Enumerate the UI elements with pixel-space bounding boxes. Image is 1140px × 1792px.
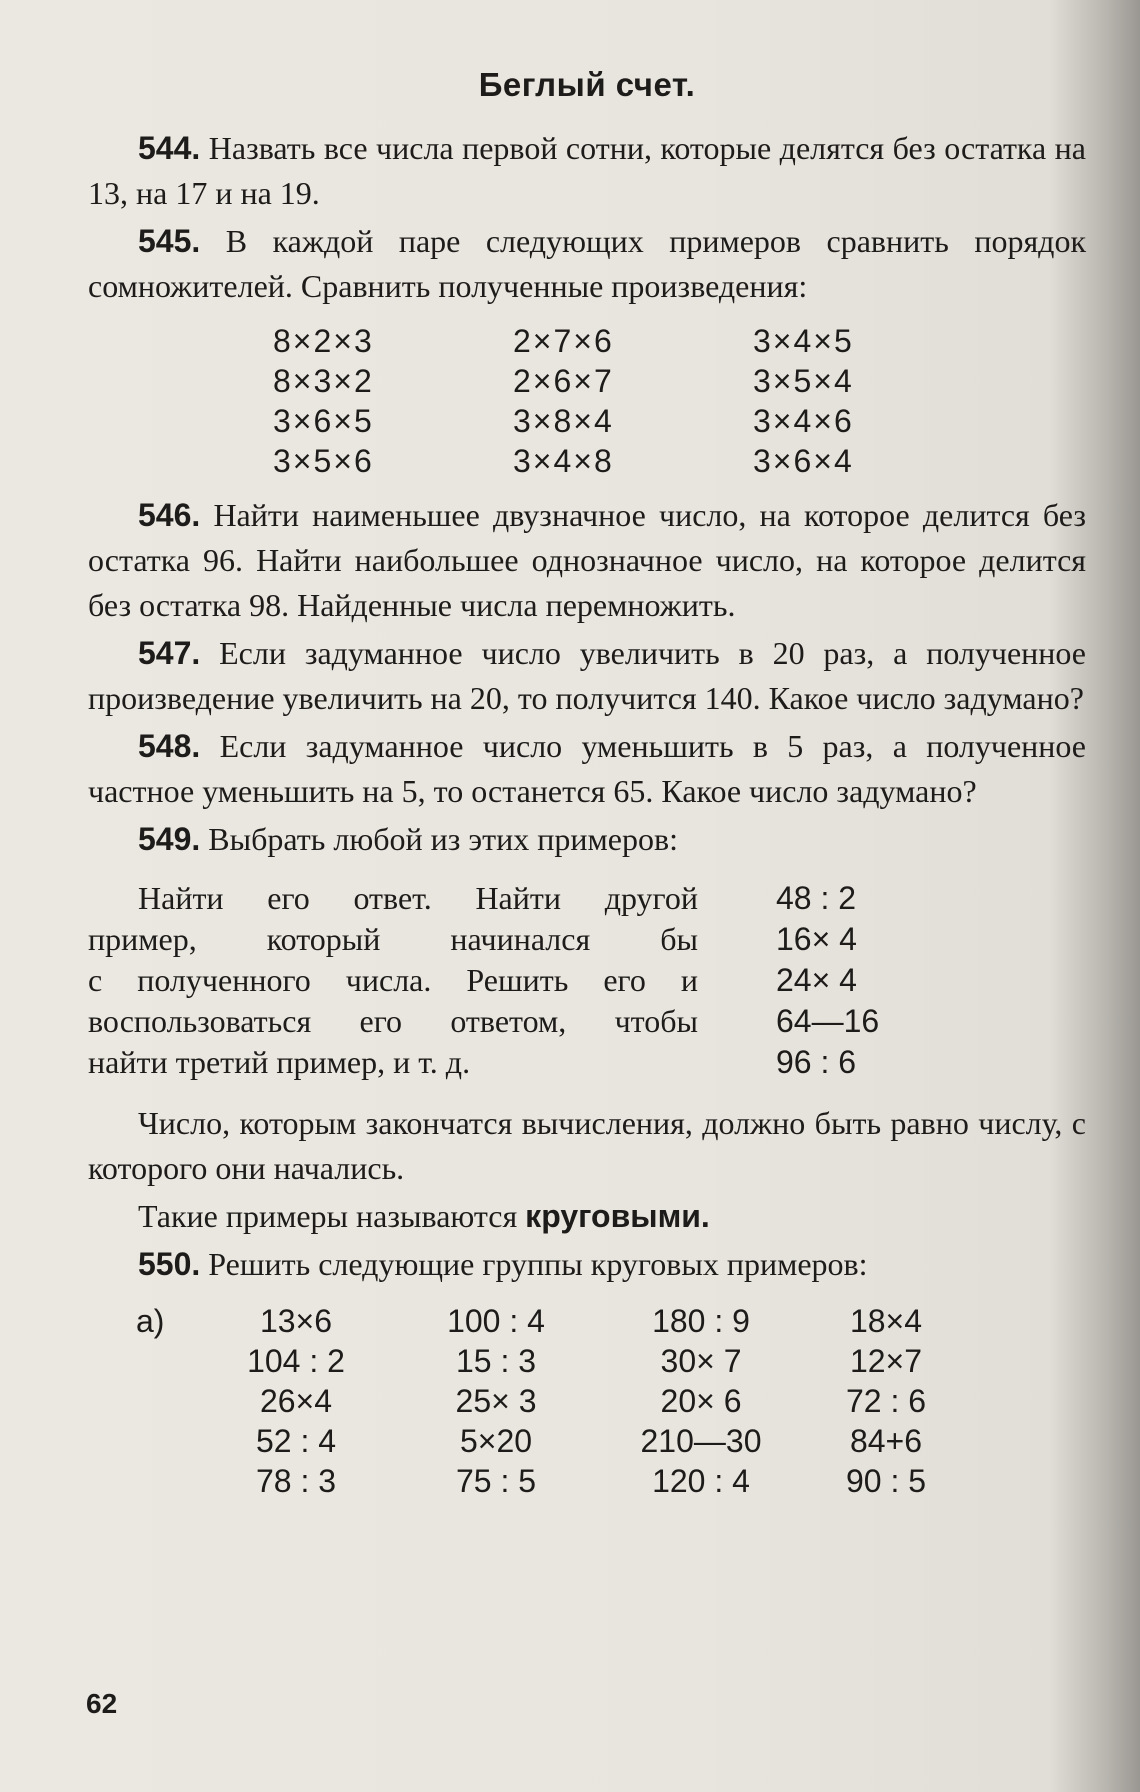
example-expression: 16× 4 (776, 921, 857, 957)
grid-cell: 2×7×6 (513, 323, 614, 359)
exercise-548 (88, 724, 1086, 814)
exercise-text: Выбрать любой из этих примеров: (200, 821, 678, 857)
grid-cell: 18×4 (849, 1303, 923, 1339)
grid-cell: 52 : 4 (255, 1423, 337, 1459)
paragraph-circular (88, 1194, 1086, 1239)
grid-cell: 15 : 3 (455, 1343, 537, 1379)
grid-cell: 210—30 (640, 1423, 762, 1459)
instruction-line: Найти его ответ. Найти другой (138, 880, 698, 916)
group-label: а) (136, 1303, 165, 1339)
exercise-549-block (88, 878, 1086, 1083)
page-number: 62 (86, 1688, 118, 1719)
exercise-545 (88, 219, 1086, 309)
grid-cell: 78 : 3 (255, 1463, 337, 1499)
exercise-number: 545. (138, 223, 201, 259)
exercise-544 (88, 126, 1086, 216)
grid-cell: 180 : 9 (652, 1303, 750, 1339)
instruction-line: пример, который начинался бы (88, 921, 698, 957)
exercise-550 (88, 1242, 1086, 1287)
section-title: Беглый счет. (478, 66, 696, 103)
grid-cell: 3×8×4 (513, 403, 614, 439)
grid-cell: 90 : 5 (845, 1463, 927, 1499)
instruction-line: с полученного числа. Решить его и (88, 962, 698, 998)
grid-cell: 3×6×4 (753, 443, 854, 479)
grid-cell: 8×3×2 (273, 363, 374, 399)
example-expression: 48 : 2 (776, 880, 857, 916)
instruction-line: воспользоваться его ответом, чтобы (88, 1003, 698, 1039)
example-expression: 96 : 6 (776, 1044, 857, 1080)
grid-cell: 3×6×5 (273, 403, 374, 439)
grid-cell: 104 : 2 (247, 1343, 345, 1379)
exercise-number: 548. (138, 728, 201, 764)
grid-cell: 3×4×8 (513, 443, 614, 479)
exercise-number: 549. (138, 821, 201, 857)
grid-cell: 26×4 (259, 1383, 333, 1419)
grid-cell: 3×5×4 (753, 363, 854, 399)
exercise-text: Найти наименьшее двузначное число, на которое делится без остатка 96. Найти наибольшее однозначное число, на которое делится без остатка 98. Найденные числа перемножить. (88, 497, 1086, 623)
exercise-text: Если задуманное число уменьшить в 5 раз, а полученное частное уменьшить на 5, то останется 65. Какое число задумано? (88, 728, 1086, 809)
circular-examples-grid-550 (136, 1301, 1086, 1501)
term-circular: круговыми. (525, 1198, 710, 1234)
grid-cell: 2×6×7 (513, 363, 614, 399)
instructions-text (88, 878, 698, 1083)
paragraph-result: Число, которым закончатся вычисления, должно быть равно числу, с которого они начались. (88, 1105, 1086, 1186)
exercise-number: 550. (138, 1246, 201, 1282)
example-expression: 64—16 (776, 1003, 880, 1039)
exercise-549 (88, 817, 1086, 862)
exercise-text: Если задуманное число увеличить в 20 раз, а полученное произведение увеличить на 20, то получится 140. Какое число задумано? (88, 635, 1086, 716)
exercise-text: Решить следующие группы круговых примеров: (200, 1246, 868, 1282)
grid-cell: 8×2×3 (273, 323, 374, 359)
grid-cell: 75 : 5 (455, 1463, 537, 1499)
grid-cell: 84+6 (849, 1423, 923, 1459)
grid-cell: 13×6 (259, 1303, 333, 1339)
multiplication-grid-545 (273, 321, 1086, 481)
exercise-number: 544. (138, 130, 201, 166)
grid-cell: 3×4×6 (753, 403, 854, 439)
example-expression: 24× 4 (776, 962, 857, 998)
grid-cell: 5×20 (459, 1423, 533, 1459)
exercise-number: 546. (138, 497, 201, 533)
exercise-547 (88, 631, 1086, 721)
instruction-line: найти третий пример, и т. д. (88, 1044, 471, 1080)
exercise-text: В каждой паре следующих примеров сравнить порядок сомножителей. Сравнить полученные произведения: (88, 223, 1086, 304)
grid-cell: 12×7 (849, 1343, 923, 1379)
grid-cell: 25× 3 (455, 1383, 537, 1419)
example-list (776, 878, 946, 1083)
page-content (88, 66, 1086, 1501)
paragraph-text: Такие примеры называются (138, 1198, 526, 1234)
grid-cell: 20× 6 (660, 1383, 742, 1419)
exercise-number: 547. (138, 635, 201, 671)
grid-cell: 3×5×6 (273, 443, 374, 479)
grid-cell: 72 : 6 (845, 1383, 927, 1419)
grid-cell: 120 : 4 (652, 1463, 750, 1499)
grid-cell: 3×4×5 (753, 323, 854, 359)
grid-cell: 30× 7 (660, 1343, 742, 1379)
grid-cell: 100 : 4 (447, 1303, 545, 1339)
exercise-text: Назвать все числа первой сотни, которые делятся без остатка на 13, на 17 и на 19. (88, 130, 1086, 211)
exercise-546 (88, 493, 1086, 628)
